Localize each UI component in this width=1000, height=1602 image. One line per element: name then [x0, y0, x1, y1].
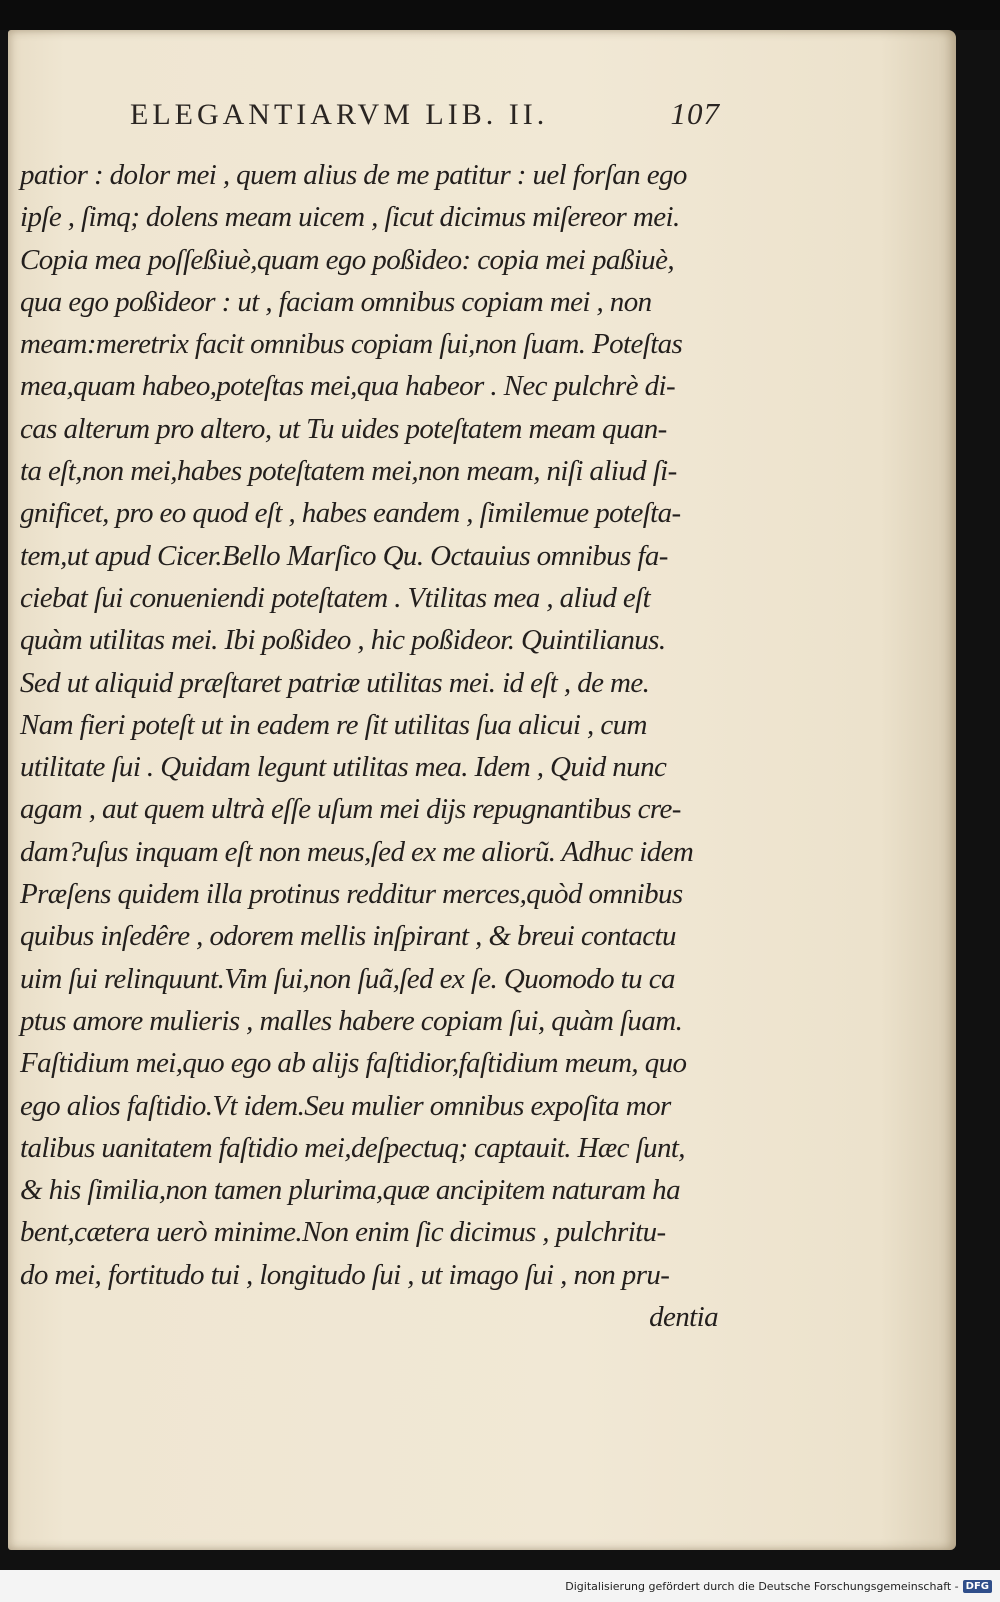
text-line: utilitate ſui . Quidam legunt utilitas mea. Idem , Quid nunc: [20, 751, 667, 784]
text-line: mea,quam habeo,poteſtas mei,qua habeor . Nec pulchrè di-: [20, 370, 676, 403]
running-head-title: ELEGANTIARVM LIB. II.: [130, 98, 549, 131]
text-line: ciebat ſui conueniendi poteſtatem . Vtilitas mea , aliud eſt: [20, 581, 651, 614]
text-line: dam?uſus inquam eſt non meus,ſed ex me aliorũ. Adhuc idem: [20, 835, 694, 868]
text-line: cas alterum pro altero, ut Tu uides poteſtatem meam quan-: [20, 412, 667, 445]
text-line: ipſe , ſimq; dolens meam uicem , ſicut dicimus miſereor mei.: [20, 201, 680, 234]
text-line: Præſens quidem illa protinus redditur merces,quòd omnibus: [20, 878, 683, 911]
text-line: & his ſimilia,non tamen plurima,quæ ancipitem naturam ha: [20, 1174, 680, 1207]
text-line: Copia mea poſſeßiuè,quam ego poßideo: copia mei paßiuè,: [20, 243, 675, 276]
text-line: ta eſt,non mei,habes poteſtatem mei,non meam, niſi aliud ſi-: [20, 455, 677, 488]
text-line: ego alios faſtidio.Vt idem.Seu mulier omnibus expoſita mor: [20, 1089, 671, 1122]
text-line: gnificet, pro eo quod eſt , habes eandem , ſimilemue poteſta-: [20, 497, 681, 530]
catchword: dentia: [649, 1301, 718, 1334]
text-line: bent,cætera uerò minime.Non enim ſic dicimus , pulchritu-: [20, 1216, 666, 1249]
scan-border: [0, 0, 1000, 30]
text-line: uim ſui relinquunt.Vim ſui,non ſuã,ſed ex ſe. Quomodo tu ca: [20, 962, 675, 995]
text-line: do mei, fortitudo tui , longitudo ſui , ut imago ſui , non pru-: [20, 1258, 670, 1291]
digitization-footer: [0, 1570, 1000, 1602]
text-line: tem,ut apud Cicer.Bello Marſico Qu. Octauius omnibus fa-: [20, 539, 668, 572]
text-line: meam:meretrix facit omnibus copiam ſui,non ſuam. Poteſtas: [20, 328, 683, 361]
text-line: ptus amore mulieris , malles habere copiam ſui, quàm ſuam.: [20, 1004, 683, 1037]
text-line: qua ego poßideor : ut , faciam omnibus copiam mei , non: [20, 285, 652, 318]
text-line: Sed ut aliquid præſtaret patriæ utilitas mei. id eſt , de me.: [20, 666, 650, 699]
dfg-logo: DFG: [963, 1580, 992, 1593]
running-head: [130, 96, 720, 132]
text-line: agam , aut quem ultrà eſſe uſum mei dijs repugnantibus cre-: [20, 793, 681, 826]
funding-credit: Digitalisierung gefördert durch die Deutsche Forschungsgemeinschaft -: [565, 1579, 959, 1593]
text-line: Faſtidium mei,quo ego ab alijs faſtidior,faſtidium meum, quo: [20, 1047, 687, 1080]
page-number: 107: [670, 96, 720, 131]
text-block: [20, 154, 720, 1338]
text-line: patior : dolor mei , quem alius de me patitur : uel forſan ego: [20, 159, 687, 191]
text-line: Nam fieri poteſt ut in eadem re ſit utilitas ſua alicui , cum: [20, 708, 647, 741]
text-line: talibus uanitatem faſtidio mei,deſpectuq; captauit. Hæc ſunt,: [20, 1131, 685, 1164]
text-line: quibus inſedêre , odorem mellis inſpirant , & breui contactu: [20, 920, 676, 953]
text-line: quàm utilitas mei. Ibi poßideo , hic poßideor. Quintilianus.: [20, 624, 666, 657]
